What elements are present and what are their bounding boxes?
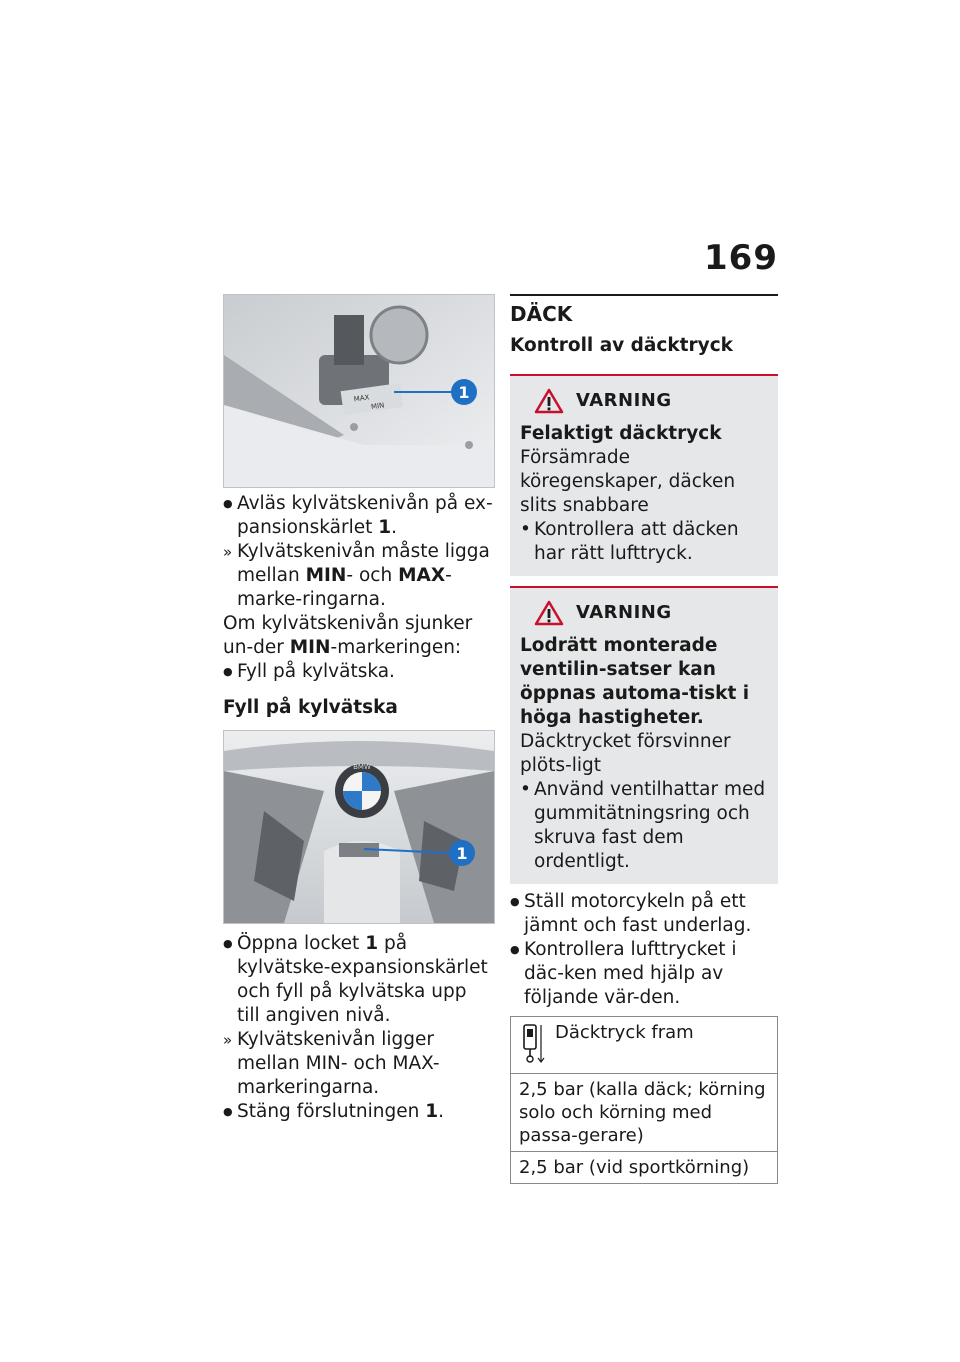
max-scale-mark: MAX (353, 393, 370, 404)
table-header: Däcktryck fram (555, 1022, 694, 1043)
subheading-fill-coolant: Fyll på kylvätska (223, 697, 398, 718)
coolant-reservoir-photo (223, 294, 495, 488)
page-number: 169 (704, 238, 778, 278)
warning-box-valve (510, 586, 778, 884)
step-check-pressure: ● Kontrollera lufttrycket i däc-ken med hjälp av följande vär-den. (510, 938, 778, 1010)
left-column (223, 294, 495, 1124)
warning-body: Försämrade köregenskaper, däcken slits snabbare (520, 447, 736, 516)
warning-title: Felaktigt däcktryck (520, 423, 722, 444)
table-row (511, 1017, 778, 1074)
callout-1: 1 (456, 844, 468, 863)
step-open-cap: ● Öppna locket 1 på kylvätske-expansionskärlet och fyll på kylvätska upp till angiven nivå. (223, 932, 495, 1028)
warning-title: Lodrätt monterade ventilin-satser kan öppnas automa-tiskt i höga hastigheter. (520, 635, 750, 728)
step-top-up: ● Fyll på kylvätska. (223, 660, 495, 684)
warning-triangle-icon (534, 388, 564, 414)
condition-text: Om kylvätskenivån sjunker un-der MIN-markeringen: (223, 613, 473, 658)
warning-box-pressure (510, 374, 778, 576)
tire-pressure-table (510, 1016, 778, 1184)
result-level-range: » Kylvätskenivån måste ligga mellan MIN- och MAX-marke-ringarna. (223, 540, 495, 612)
step-level-ground: ● Ställ motorcykeln på ett jämnt och fast underlag. (510, 890, 778, 938)
subheading-tire-pressure: Kontroll av däcktryck (510, 335, 733, 356)
warning-action: • Kontrollera att däcken har rätt lufttryck. (520, 518, 768, 566)
coolant-cap-photo (223, 730, 495, 924)
callout-1: 1 (458, 383, 470, 402)
section-rule (510, 294, 778, 296)
table-row (511, 1074, 778, 1152)
warning-action: • Använd ventilhattar med gummitätningsring och skruva fast dem ordentligt. (520, 778, 768, 874)
step-read-level: ● Avläs kylvätskenivån på ex-pansionskärlet 1. (223, 492, 495, 540)
bmw-logo-text: BMW (353, 763, 371, 771)
warning-label: VARNING (576, 602, 672, 623)
section-heading: DÄCK (510, 302, 573, 326)
warning-label: VARNING (576, 390, 672, 411)
right-column (510, 294, 778, 1184)
step-close-cap: ● Stäng förslutningen 1. (223, 1100, 495, 1124)
warning-triangle-icon (534, 600, 564, 626)
warning-body: Däcktrycket försvinner plöts-ligt (520, 731, 731, 776)
table-row (511, 1152, 778, 1184)
min-scale-mark: MIN (370, 401, 385, 412)
result-level-ok: » Kylvätskenivån ligger mellan MIN- och MAX-markeringarna. (223, 1028, 495, 1100)
tire-pressure-icon (519, 1021, 545, 1065)
table-cell: 2,5 bar (vid sportkörning) (511, 1152, 778, 1184)
table-cell: 2,5 bar (kalla däck; körning solo och körning med passa-gerare) (511, 1074, 778, 1152)
